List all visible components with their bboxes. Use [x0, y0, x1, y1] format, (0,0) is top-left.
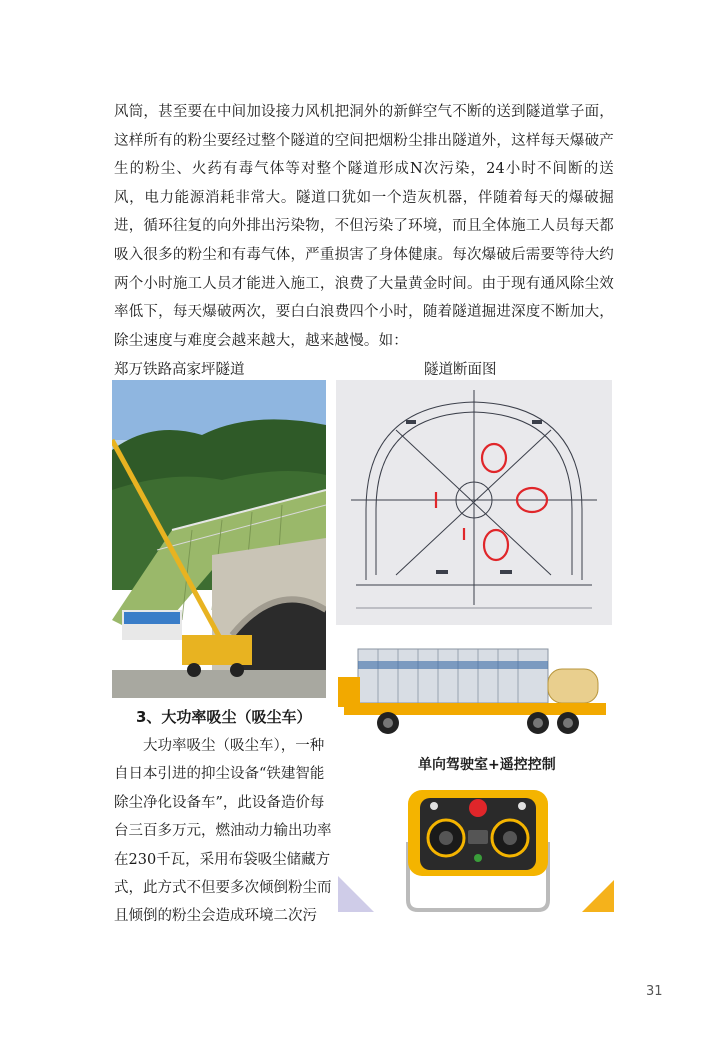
dust-collector-truck-image — [338, 643, 612, 743]
decorative-triangle-right — [582, 880, 614, 912]
body-paragraph: 风筒，甚至要在中间加设接力风机把洞外的新鲜空气不断的送到隧道掌子面，这样所有的粉尘要经过整个隧道的空间把烟粉尘排出隧道外，这样每天爆破产生的粉尘、火药有毒气体等对整个隧道形成N次污染，24小时不间断的送风，电力能源消耗非常大。隧道口犹如一个造灰机器，伴随着每天的爆破掘进，循环往复的向外排出污染物，不但污染了环境，而且全体施工人员每天都吸入很多的粉尘和有毒气体，严重损害了身体健康。每次爆破后需要等待大约两个小时施工人员才能进入施工，浪费了大量黄金时间。由于现有通风除尘效率低下，每天爆破两次，要白白浪费四个小时，随着隧道掘进深度不断加大，除尘速度与难度会越来越大，越来越慢。如： — [114, 104, 614, 349]
description-line: 在230千瓦，采用布袋吸尘储藏方 — [114, 851, 331, 868]
remote-control-label: 单向驾驶室+遥控控制 — [418, 757, 556, 773]
page-number: 31 — [646, 984, 663, 999]
tunnel-portal-photo — [112, 380, 326, 698]
decorative-triangle-left — [338, 876, 374, 912]
description-line: 台三百多万元，燃油动力输出功率 — [114, 823, 332, 840]
description-line: 式，此方式不但要多次倾倒粉尘而 — [114, 880, 332, 897]
description-line: 除尘净化设备车”，此设备造价每 — [114, 794, 325, 811]
description-line: 且倾倒的粉尘会造成环境二次污 — [114, 908, 317, 925]
description-line: 自日本引进的抑尘设备“铁建智能 — [114, 766, 325, 783]
description-line: 大功率吸尘（吸尘车），一种 — [143, 738, 325, 754]
tunnel-photo-caption: 郑万铁路高家坪隧道 — [114, 362, 245, 378]
dust-collector-description — [114, 732, 332, 931]
cross-section-caption: 隧道断面图 — [424, 362, 497, 378]
section-heading: 3、大功率吸尘（吸尘车） — [136, 708, 312, 726]
tunnel-cross-section-diagram — [336, 380, 612, 625]
remote-controller-image — [394, 782, 562, 922]
